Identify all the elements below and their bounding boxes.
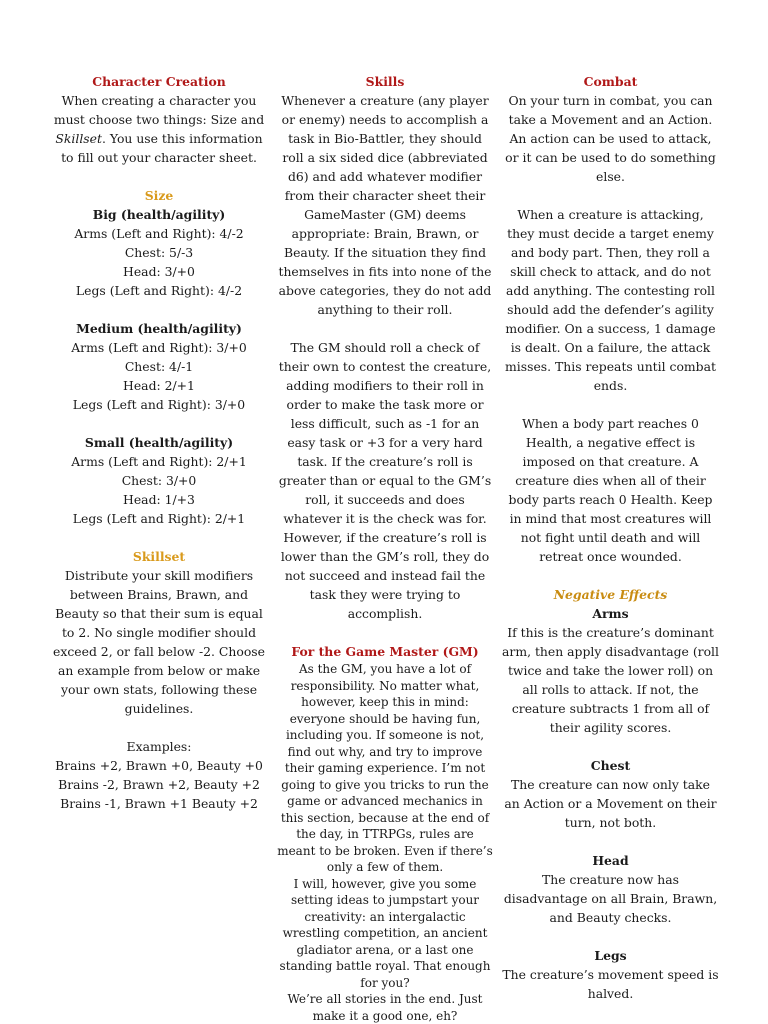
- skills-paragraph-1: Whenever a creature (any player or enemy) needs to accomplish a task in Bio-Battler, they should roll a six sided dice (abbreviated d6) and add whatever modifier from their character sheet their GameMaster (GM) deems appropriate: Brain, Brawn, or Beauty. If the situation they find themselves in fits into none of the above categories, they do not add anything to their roll.: [278, 93, 492, 317]
- size-small-line: Arms (Left and Right): 2/+1: [71, 454, 247, 469]
- effect-chest-title: Chest: [590, 758, 631, 773]
- combat-paragraph-3: When a body part reaches 0 Health, a negative effect is imposed on that creature. A creature dies when all of their body parts reach 0 Health. Keep in mind that most creatures will not fight until death and will retreat once wounded.: [508, 416, 713, 564]
- effect-head-text: The creature now has disadvantage on all Brain, Brawn, and Beauty checks.: [503, 872, 718, 925]
- gm-paragraph-3: We’re all stories in the end. Just make it a good one, eh?: [287, 992, 483, 1023]
- size-big-line: Head: 3/+0: [123, 264, 195, 279]
- effect-arms-text: If this is the creature’s dominant arm, then apply disadvantage (roll twice and take the lower roll) on all rolls to attack. If not, the creature subtracts 1 from all of their agility scores.: [502, 625, 719, 735]
- effect-legs-text: The creature’s movement speed is halved.: [502, 967, 719, 1001]
- size-medium-line: Legs (Left and Right): 3/+0: [72, 397, 246, 412]
- skillset-heading: Skillset: [132, 549, 186, 564]
- combat-paragraph-2: When a creature is attacking, they must decide a target enemy and body part. Then, they roll a skill check to attack, and do not add anything. The contesting roll should add the defender’s agility modifier. On a success, 1 damage is dealt. On a failure, the attack misses. This repeats until combat ends.: [505, 207, 716, 393]
- intro-text-b: . You use this information to fill out your character sheet.: [61, 131, 263, 165]
- size-medium-line: Head: 2/+1: [123, 378, 195, 393]
- size-medium-line: Arms (Left and Right): 3/+0: [71, 340, 247, 355]
- intro-skillset-emphasis: Skillset: [55, 131, 102, 146]
- skills-column: [277, 72, 493, 1024]
- skillset-example: Brains +2, Brawn +0, Beauty +0: [55, 758, 263, 773]
- character-creation-intro: [50, 91, 268, 167]
- combat-heading: Combat: [583, 74, 638, 89]
- effect-head-title: Head: [592, 853, 629, 868]
- effect-chest-text: The creature can now only take an Action or a Movement on their turn, not both.: [504, 777, 717, 830]
- size-big-line: Legs (Left and Right): 4/-2: [75, 283, 243, 298]
- combat-paragraph-1: On your turn in combat, you can take a Movement and an Action. An action can be used to attack, or it can be used to do something else.: [505, 93, 716, 184]
- skillset-text: Distribute your skill modifiers between Brains, Brawn, and Beauty so that their sum is equal to 2. No single modifier should exceed 2, or fall below -2. Choose an example from below or make your own stats, following these guidelines.: [53, 568, 265, 716]
- size-heading: Size: [144, 188, 174, 203]
- effect-legs-title: Legs: [594, 948, 627, 963]
- size-big-line: Chest: 5/-3: [124, 245, 194, 260]
- size-big-title: Big (health/agility): [92, 207, 226, 222]
- skillset-example: Brains -1, Brawn +1 Beauty +2: [60, 796, 258, 811]
- size-small-title: Small (health/agility): [84, 435, 234, 450]
- size-small-line: Head: 1/+3: [123, 492, 195, 507]
- effect-arms-title: Arms: [592, 606, 629, 621]
- intro-text-a: When creating a character you must choose two things: Size and: [53, 93, 265, 127]
- size-big-line: Arms (Left and Right): 4/-2: [74, 226, 244, 241]
- skills-heading: Skills: [365, 74, 405, 89]
- negative-effects-heading: Negative Effects: [553, 587, 668, 602]
- gm-paragraph-1: As the GM, you have a lot of responsibility. No matter what, however, keep this in mind: everyone should be having fun, including you. If someone is not, find out why, and try to improve their gaming experience. I’m not going to give you tricks to run the game or advanced mechanics in this section, because at the end of the day, in TTRPGs, rules are meant to be broken. Even if there’s only a few of them.: [277, 662, 493, 874]
- size-small-line: Chest: 3/+0: [121, 473, 197, 488]
- character-creation-heading: Character Creation: [92, 74, 226, 89]
- gm-heading: For the Game Master (GM): [291, 644, 479, 659]
- examples-label: Examples:: [126, 739, 192, 754]
- skills-paragraph-2: The GM should roll a check of their own to contest the creature, adding modifiers to their roll in order to make the task more or less difficult, such as -1 for an easy task or +3 for a very hard task. If the creature’s roll is greater than or equal to the GM’s roll, it succeeds and does whatever it is the check was for. However, if the creature’s roll is lower than the GM’s roll, they do not succeed and instead fail the task they were trying to accomplish.: [278, 340, 492, 621]
- size-small-line: Legs (Left and Right): 2/+1: [72, 511, 246, 526]
- character-creation-column: [50, 72, 268, 813]
- gm-section: [277, 661, 493, 1024]
- skillset-example: Brains -2, Brawn +2, Beauty +2: [58, 777, 260, 792]
- size-medium-title: Medium (health/agility): [76, 321, 242, 336]
- gm-paragraph-2: I will, however, give you some setting ideas to jumpstart your creativity: an intergalactic wrestling competition, an ancient gladiator arena, or a last one standing battle royal. That enough for you?: [279, 876, 491, 990]
- size-medium-line: Chest: 4/-1: [124, 359, 194, 374]
- combat-column: [502, 72, 719, 1003]
